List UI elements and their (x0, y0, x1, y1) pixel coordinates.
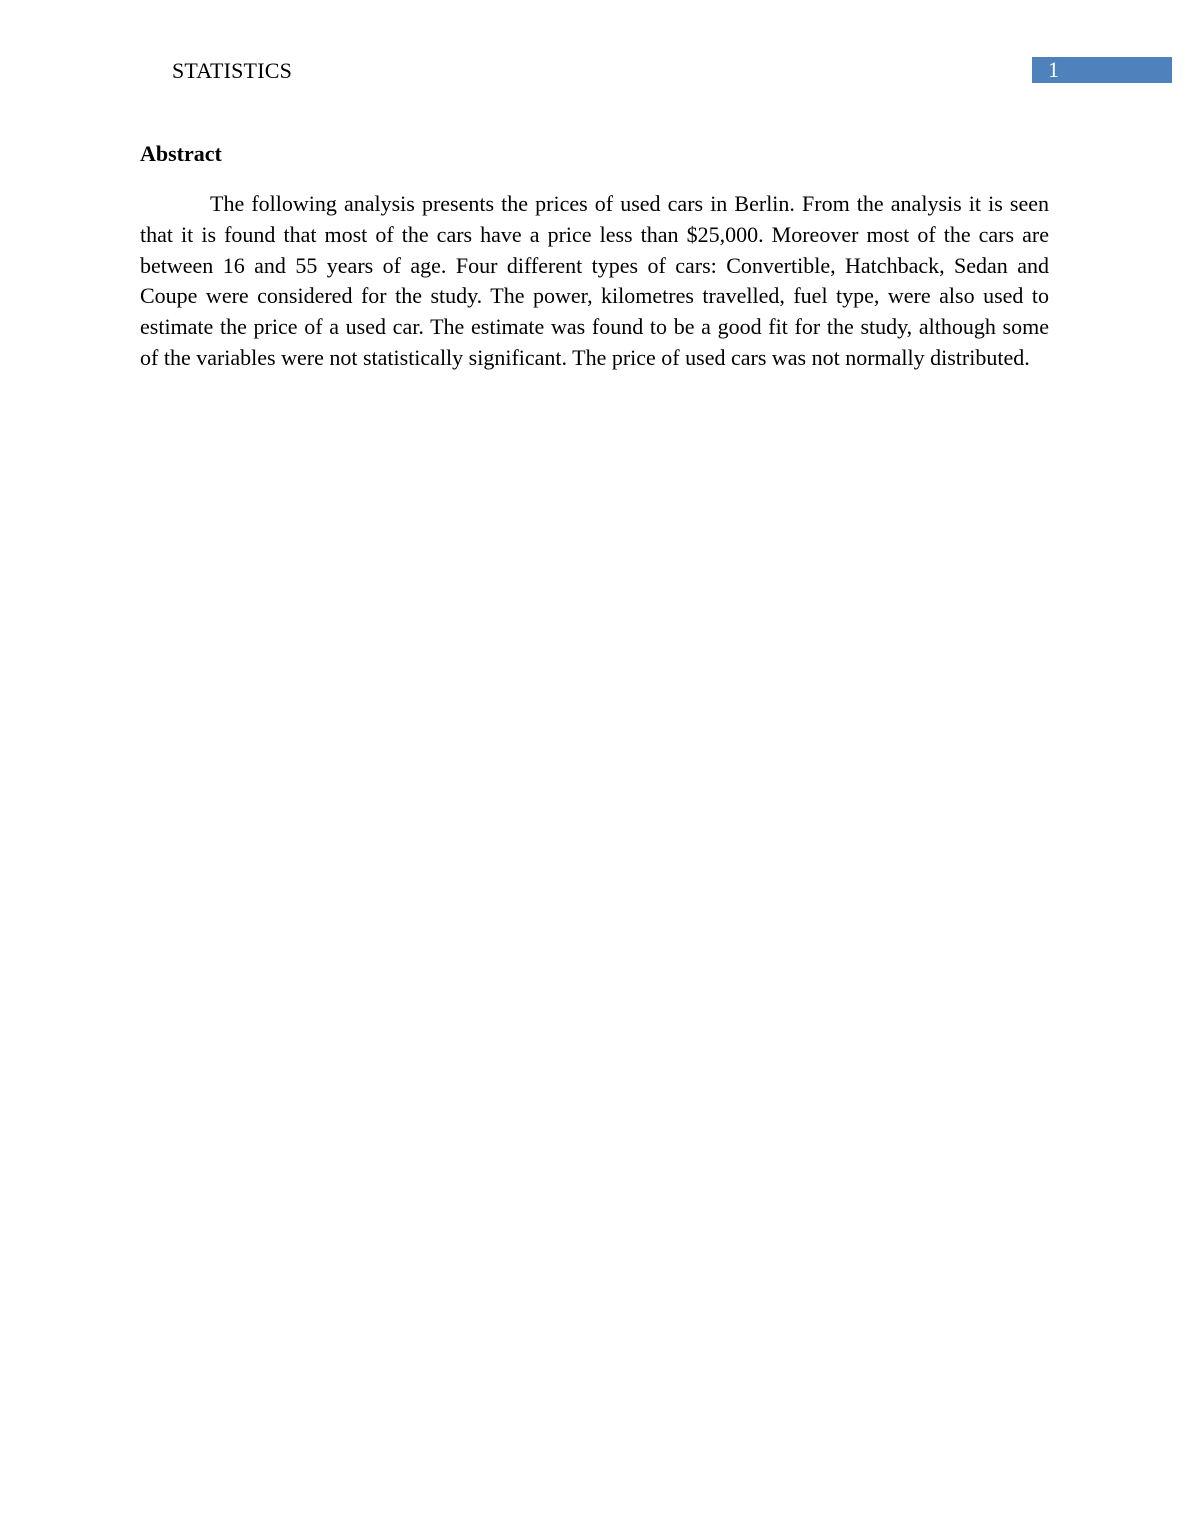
abstract-paragraph: The following analysis presents the prices of used cars in Berlin. From the analysis it is seen that it is found that most of the cars have a price less than $25,000. Moreover most of the cars are between 16 and 55 years of age. Four different types of cars: Convertible, Hatchback, Sedan and Coupe were considered for the study. The power, kilometres travelled, fuel type, were also used to estimate the price of a used car. The estimate was found to be a good fit for the study, although some of the variables were not statistically significant. The price of used cars was not normally distributed. (140, 191, 1049, 370)
page-number: 1 (1048, 57, 1059, 82)
page-number-box (1032, 57, 1172, 83)
running-head: STATISTICS (172, 58, 293, 83)
abstract-heading: Abstract (140, 141, 222, 166)
